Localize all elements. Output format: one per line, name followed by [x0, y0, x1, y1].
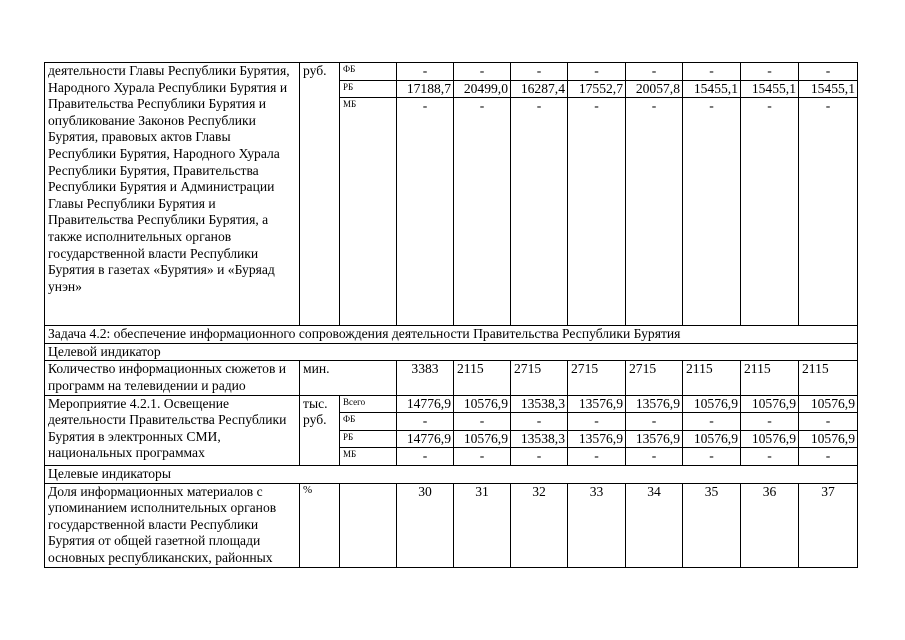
value-cell: 10576,9: [683, 395, 741, 413]
value-cell: 37: [799, 483, 858, 567]
value-cell: 14776,9: [397, 395, 454, 413]
table-row: [45, 63, 858, 81]
value-cell: 10576,9: [683, 430, 741, 448]
value-cell: -: [397, 63, 454, 81]
section-heading: Целевые индикаторы: [45, 465, 858, 483]
value-cell: 15455,1: [683, 80, 741, 98]
value-cell: -: [454, 98, 511, 326]
value-cell: -: [741, 413, 799, 431]
funding-source: МБ: [340, 448, 397, 466]
value-cell: -: [397, 413, 454, 431]
value-cell: -: [626, 448, 683, 466]
value-cell: 10576,9: [741, 430, 799, 448]
value-cell: 13576,9: [568, 430, 626, 448]
value-cell: -: [454, 413, 511, 431]
value-cell: 20057,8: [626, 80, 683, 98]
indicator-name: Доля информационных материалов с упоминанием исполнительных органов государственной власти Республики Бурятия от общей газетной площади основных республиканских, районных: [45, 483, 300, 567]
value-cell: -: [568, 98, 626, 326]
value-cell: -: [741, 63, 799, 81]
value-cell: 15455,1: [741, 80, 799, 98]
value-cell: 2115: [683, 361, 741, 395]
value-cell: 30: [397, 483, 454, 567]
value-cell: 2115: [741, 361, 799, 395]
value-cell: 31: [454, 483, 511, 567]
value-cell: 10576,9: [454, 395, 511, 413]
measure-name: Мероприятие 4.2.1. Освещение деятельности Правительства Республики Бурятия в электронных СМИ, национальных программах: [45, 395, 300, 465]
table-row: [45, 343, 858, 361]
value-cell: -: [683, 63, 741, 81]
value-cell: 10576,9: [454, 430, 511, 448]
unit-cell: руб.: [300, 63, 340, 326]
value-cell: -: [511, 98, 568, 326]
value-cell: 10576,9: [799, 430, 858, 448]
funding-source: ФБ: [340, 413, 397, 431]
value-cell: -: [454, 63, 511, 81]
funding-source: Всего: [340, 395, 397, 413]
value-cell: 13538,3: [511, 395, 568, 413]
value-cell: -: [626, 413, 683, 431]
value-cell: 34: [626, 483, 683, 567]
value-cell: 10576,9: [799, 395, 858, 413]
value-cell: 3383: [397, 361, 454, 395]
unit-cell: мин.: [300, 361, 397, 395]
empty-cell: [340, 483, 397, 567]
value-cell: 2115: [454, 361, 511, 395]
value-cell: 13576,9: [568, 395, 626, 413]
value-cell: 13576,9: [626, 430, 683, 448]
value-cell: -: [397, 98, 454, 326]
value-cell: 36: [741, 483, 799, 567]
value-cell: -: [799, 413, 858, 431]
value-cell: 32: [511, 483, 568, 567]
value-cell: 2715: [626, 361, 683, 395]
budget-table: [44, 62, 858, 568]
table-row: [45, 465, 858, 483]
value-cell: 20499,0: [454, 80, 511, 98]
value-cell: 17188,7: [397, 80, 454, 98]
value-cell: 2715: [511, 361, 568, 395]
task-heading: Задача 4.2: обеспечение информационного сопровождения деятельности Правительства Республики Бурятия: [45, 326, 858, 344]
table-row: [45, 395, 858, 413]
value-cell: -: [626, 63, 683, 81]
value-cell: -: [683, 448, 741, 466]
value-cell: -: [626, 98, 683, 326]
value-cell: -: [397, 448, 454, 466]
value-cell: -: [799, 448, 858, 466]
value-cell: -: [511, 413, 568, 431]
value-cell: 14776,9: [397, 430, 454, 448]
value-cell: -: [511, 448, 568, 466]
table-row: [45, 326, 858, 344]
value-cell: -: [741, 448, 799, 466]
funding-source: МБ: [340, 98, 397, 326]
value-cell: 17552,7: [568, 80, 626, 98]
value-cell: -: [511, 63, 568, 81]
value-cell: -: [741, 98, 799, 326]
table-row: [45, 361, 858, 395]
value-cell: -: [683, 98, 741, 326]
value-cell: 35: [683, 483, 741, 567]
funding-source: ФБ: [340, 63, 397, 81]
value-cell: 13576,9: [626, 395, 683, 413]
value-cell: -: [568, 448, 626, 466]
value-cell: -: [568, 63, 626, 81]
value-cell: -: [799, 63, 858, 81]
value-cell: -: [454, 448, 511, 466]
value-cell: 10576,9: [741, 395, 799, 413]
value-cell: -: [799, 98, 858, 326]
value-cell: 16287,4: [511, 80, 568, 98]
value-cell: -: [683, 413, 741, 431]
indicator-name: Количество информационных сюжетов и программ на телевидении и радио: [45, 361, 300, 395]
unit-cell: %: [300, 483, 340, 567]
value-cell: 2115: [799, 361, 858, 395]
funding-source: РБ: [340, 430, 397, 448]
value-cell: 2715: [568, 361, 626, 395]
activity-name: деятельности Главы Республики Бурятия, Народного Хурала Республики Бурятия и Правительства Республики Бурятия и опубликование Законов Республики Бурятия, правовых актов Главы Республики Бурятия, Народного Хурала Республики Бурятия, Правительства Республики Бурятия и Администрации Главы Республики Бурятия и Правительства Республики Бурятия, а также исполнительных органов государственной власти Республики Бурятия в газетах «Бурятия» и «Буряад унэн»: [45, 63, 300, 326]
unit-cell: тыс. руб.: [300, 395, 340, 465]
value-cell: 15455,1: [799, 80, 858, 98]
table-row: [45, 483, 858, 567]
funding-source: РБ: [340, 80, 397, 98]
value-cell: 33: [568, 483, 626, 567]
section-heading: Целевой индикатор: [45, 343, 858, 361]
value-cell: -: [568, 413, 626, 431]
value-cell: 13538,3: [511, 430, 568, 448]
